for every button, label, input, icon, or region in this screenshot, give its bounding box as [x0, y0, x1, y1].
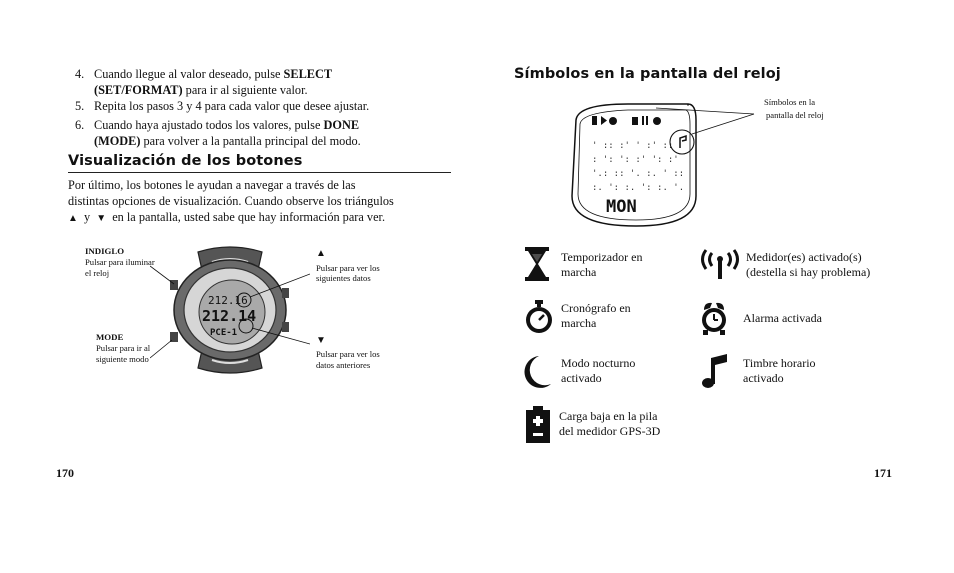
- section-title-symbols: Símbolos en la pantalla del reloj: [514, 66, 781, 82]
- antenna-icon: [700, 249, 740, 281]
- watch-diagram: [150, 240, 310, 380]
- symbol-label-line: (destella si hay problema): [746, 265, 871, 279]
- up-button[interactable]: [282, 288, 289, 298]
- symbol-label-line: Carga baja en la pila: [559, 409, 658, 423]
- page-number-left: 170: [56, 466, 74, 480]
- screen-line-3: PCE-1: [210, 328, 238, 338]
- mode-label: (MODE): [94, 134, 141, 148]
- symbol-label-line: Temporizador en: [561, 250, 643, 264]
- step-number: 4.: [75, 67, 85, 81]
- svg-text::. ': :. ': :. '.: :. ': :. ': :. '.: [592, 183, 685, 193]
- paragraph-line: Por último, los botones le ayudan a navegar a través de las: [68, 178, 356, 192]
- symbol-label: [561, 356, 635, 386]
- step-number: 5.: [75, 99, 85, 113]
- step-text: para ir al siguiente valor.: [182, 83, 308, 97]
- symbol-label: [561, 301, 631, 331]
- mode-desc: siguiente modo: [96, 354, 149, 364]
- indiglo-desc: Pulsar para iluminar: [85, 257, 155, 267]
- watch-day-text: MON: [606, 197, 637, 217]
- triangle-up-icon: ▲: [68, 213, 78, 224]
- symbol-label-line: Modo nocturno: [561, 356, 636, 370]
- down-desc: datos anteriores: [316, 360, 371, 370]
- callout-text: Símbolos en la: [764, 97, 816, 107]
- stopwatch-icon: [524, 299, 554, 335]
- symbol-label-line: activado: [561, 371, 602, 385]
- up-desc: Pulsar para ver los: [316, 263, 380, 273]
- indiglo-title: INDIGLO: [85, 246, 125, 256]
- paragraph-line: distintas opciones de visualización. Cuando observe los triángulos: [68, 194, 394, 208]
- triangle-up-icon: ▲: [316, 248, 326, 259]
- svg-text:' :: :' ' :' ::: ' :: :' ' :' ::: [592, 141, 674, 151]
- callout-text: pantalla del reloj: [766, 110, 824, 120]
- symbol-label: [559, 409, 660, 439]
- done-label: DONE: [323, 118, 360, 132]
- step-6: [75, 117, 445, 149]
- music-note-icon: [701, 354, 729, 390]
- intro-paragraph: [68, 177, 453, 227]
- svg-text:'.: :: '. :. ' ::: '.: :: '. :. ' ::: [592, 169, 685, 179]
- leader-line: [692, 114, 754, 134]
- paragraph-line: [68, 209, 453, 227]
- symbol-label-line: del medidor GPS-3D: [559, 424, 661, 438]
- symbol-label: [746, 250, 870, 280]
- symbol-label-line: Timbre horario: [743, 356, 816, 370]
- indiglo-desc: el reloj: [85, 268, 110, 278]
- divider: [68, 172, 451, 173]
- symbol-label: [561, 250, 642, 280]
- alarm-clock-icon: [700, 300, 728, 336]
- triangle-down-icon: ▼: [316, 335, 326, 346]
- step-text: Cuando haya ajustado todos los valores, pulse: [94, 118, 324, 132]
- battery-icon: [525, 406, 551, 444]
- symbol-label-line: Cronógrafo en: [561, 301, 631, 315]
- step-text: Repita los pasos 3 y 4 para cada valor que desee ajustar.: [94, 99, 370, 113]
- select-label: SELECT: [283, 67, 333, 81]
- page-number-right: 171: [874, 466, 892, 480]
- symbol-label-line: Alarma activada: [743, 311, 822, 325]
- watch-face-diagram: [568, 100, 758, 230]
- up-desc: siguientes datos: [316, 273, 371, 283]
- step-4: [75, 66, 445, 98]
- down-desc: Pulsar para ver los: [316, 349, 380, 359]
- symbol-label-line: activado: [743, 371, 784, 385]
- step-number: 6.: [75, 118, 85, 132]
- screen-line-1: 212.16: [208, 294, 248, 307]
- screen-line-2: 212.14: [202, 307, 257, 325]
- set-format-label: (SET/FORMAT): [94, 83, 183, 97]
- symbol-label: [743, 311, 822, 326]
- mode-desc: Pulsar para ir al: [96, 343, 151, 353]
- svg-text:: ': ': :' ': :': : ': ': :' ': :': [592, 155, 679, 165]
- hourglass-icon: [523, 246, 551, 282]
- leader-line: [150, 340, 172, 358]
- step-text: para volver a la pantalla principal del modo.: [140, 134, 361, 148]
- paragraph-word: y: [83, 210, 91, 224]
- leader-line: [150, 266, 174, 284]
- symbol-label-line: Medidor(es) activado(s): [746, 250, 862, 264]
- symbol-label-line: marcha: [561, 265, 597, 279]
- mode-title: MODE: [96, 332, 124, 342]
- paragraph-text: en la pantalla, usted sabe que hay información para ver.: [112, 210, 386, 224]
- symbol-label-line: marcha: [561, 316, 597, 330]
- triangle-down-icon: ▼: [96, 213, 107, 224]
- step-text: Cuando llegue al valor deseado, pulse: [94, 67, 284, 81]
- section-title-buttons: Visualización de los botones: [68, 153, 303, 169]
- down-button[interactable]: [282, 322, 289, 332]
- moon-icon: [523, 354, 553, 390]
- step-5: [75, 98, 445, 114]
- symbol-label: [743, 356, 816, 386]
